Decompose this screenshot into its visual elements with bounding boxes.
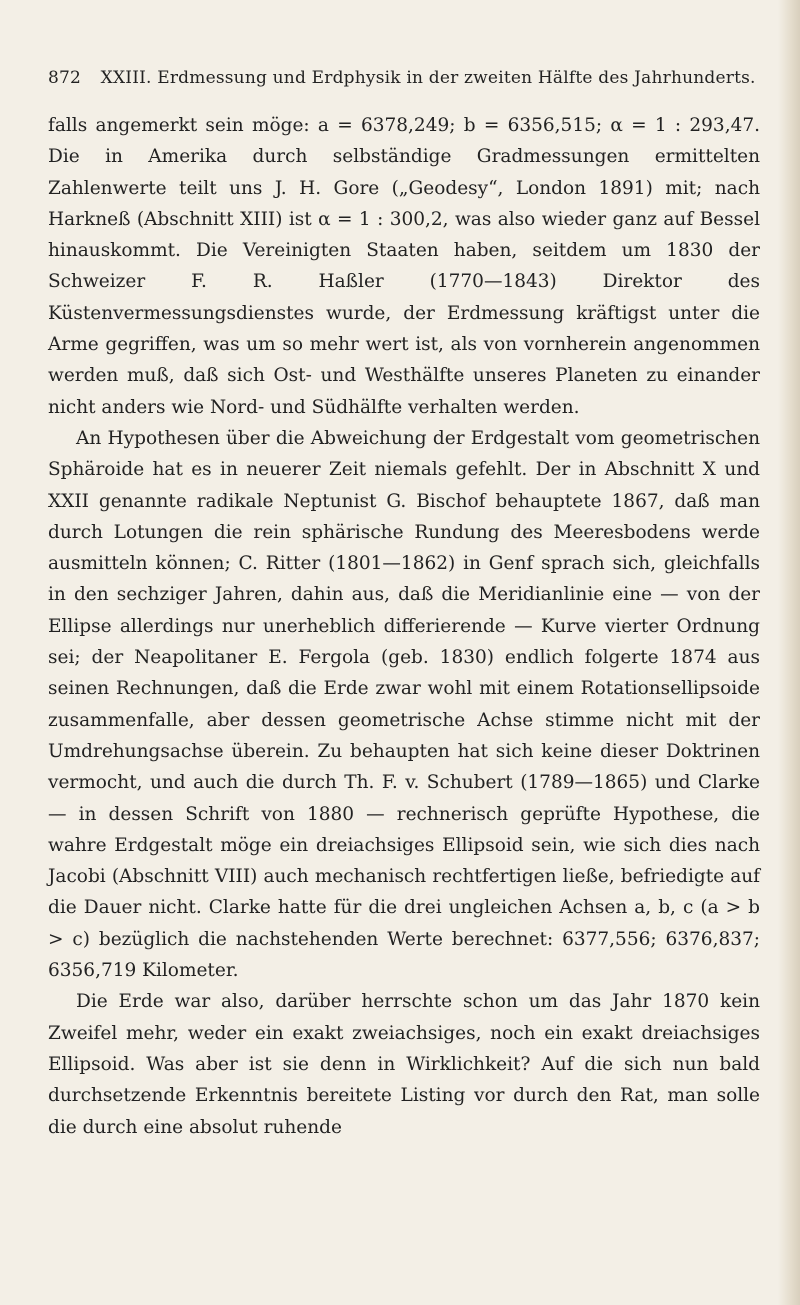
paragraph: falls angemerkt sein möge: a = 6378,249; b = 6356,515; α = 1 : 293,47. Die in Amerika durch selbständige Gradmessungen ermittelten Zahlenwerte teilt uns J. H. Gore („Geodesy“, London 1891) mit; nach Harkneß (Abschnitt XIII) ist α = 1 : 300,2, was also wieder ganz auf Bessel hinauskommt. Die Vereinigten Staaten haben, seitdem um 1830 der Schweizer F. R. Haßler (1770—1843) Direktor des Küstenvermessungsdienstes wurde, der Erdmessung kräftigst unter die Arme gegriffen, was um so mehr wert ist, als von vornherein angenommen werden muß, daß sich Ost- und Westhälfte unseres Planeten zu einander nicht anders wie Nord- und Südhälfte verhalten werden. — [48, 115, 760, 418]
page-edge — [778, 0, 800, 1305]
running-title: XXIII. Erdmessung und Erdphysik in der zweiten Hälfte des Jahrhunderts. — [100, 68, 756, 88]
body-text — [48, 110, 760, 1143]
page-number: 872 — [48, 68, 82, 88]
paragraph: An Hypothesen über die Abweichung der Erdgestalt vom geometrischen Sphäroide hat es in neuerer Zeit niemals gefehlt. Der in Abschnitt X und XXII genannte radikale Neptunist G. Bischof behauptete 1867, daß man durch Lotungen die rein sphärische Rundung des Meeresbodens werde ausmitteln können; C. Ritter (1801—1862) in Genf sprach sich, gleichfalls in den sechziger Jahren, dahin aus, daß die Meridianlinie eine — von der Ellipse allerdings nur unerheblich differierende — Kurve vierter Ordnung sei; der Neapolitaner E. Fergola (geb. 1830) endlich folgerte 1874 aus seinen Rechnungen, daß die Erde zwar wohl mit einem Rotationsellipsoide zusammenfalle, aber dessen geometrische Achse stimme nicht mit der Umdrehungsachse überein. Zu behaupten hat sich keine dieser Doktrinen vermocht, und auch die durch Th. F. v. Schubert (1789—1865) und Clarke — in dessen Schrift von 1880 — rechnerisch geprüfte Hypothese, die wahre Erdgestalt möge ein dreiachsiges Ellipsoid sein, wie sich dies nach Jacobi (Abschnitt VIII) auch mechanisch rechtfertigen ließe, befriedigte auf die Dauer nicht. Clarke hatte für die drei ungleichen Achsen a, b, c (a > b > c) bezüglich die nachstehenden Werte berechnet: 6377,556; 6376,837; 6356,719 Kilometer. — [48, 427, 760, 982]
paragraph: Die Erde war also, darüber herrschte schon um das Jahr 1870 kein Zweifel mehr, weder ein exakt zweiachsiges, noch ein exakt dreiachsiges Ellipsoid. Was aber ist sie denn in Wirklichkeit? Auf die sich nun bald durchsetzende Erkenntnis bereitete Listing vor durch den Rat, man solle die durch eine absolut ruhende — [48, 991, 760, 1138]
running-header — [48, 68, 768, 88]
